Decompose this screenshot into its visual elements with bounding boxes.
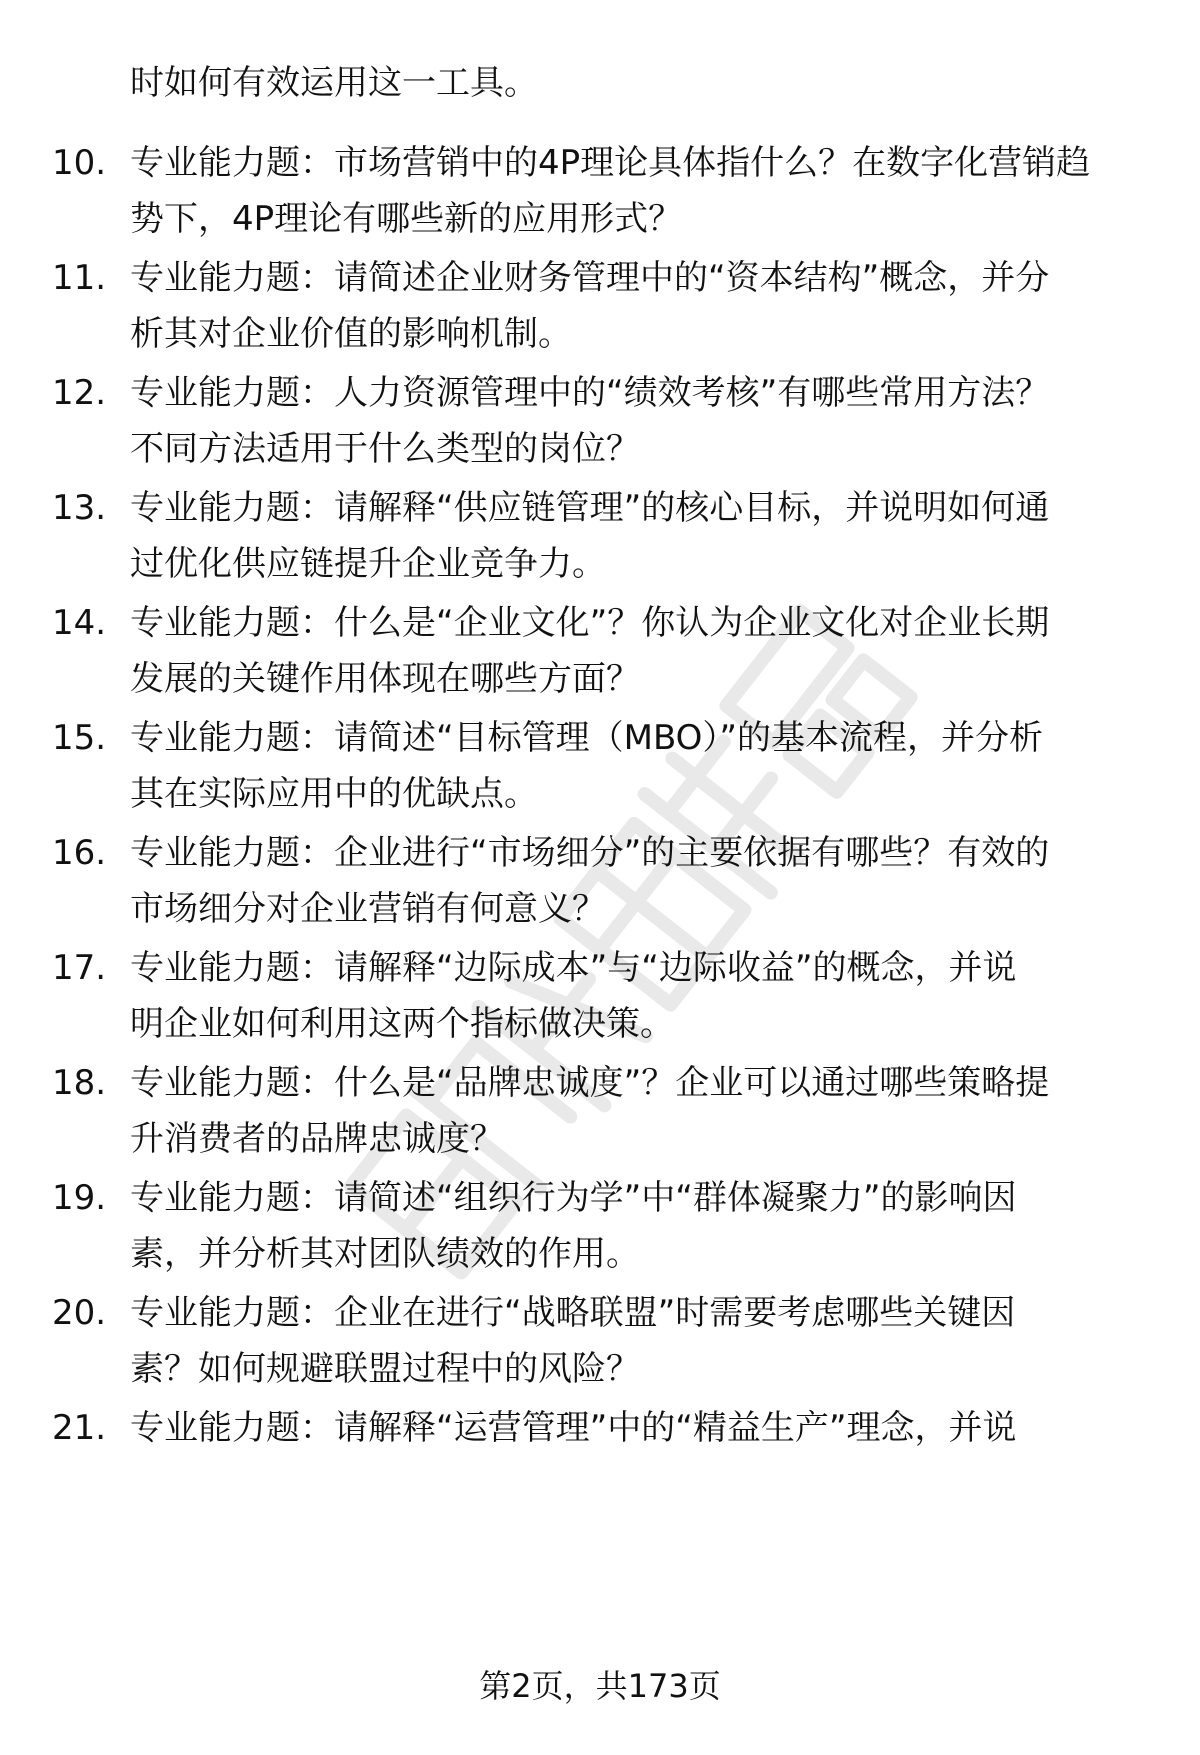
question-line: 市场细分对企业营销有何意义？: [130, 889, 606, 929]
question-line: 析其对企业价值的影响机制。: [130, 314, 572, 354]
question-line: 专业能力题：企业进行“市场细分”的主要依据有哪些？有效的: [130, 833, 1050, 873]
question-line: 专业能力题：请简述“目标管理（MBO）”的基本流程，并分析: [130, 718, 1044, 758]
question-text: [130, 825, 1170, 937]
question-line: 专业能力题：企业在进行“战略联盟”时需要考虑哪些关键因: [130, 1293, 1016, 1333]
question-text: [130, 1055, 1170, 1167]
question-number: 14.: [52, 603, 107, 643]
question-number: 20.: [52, 1293, 107, 1333]
question-text: [130, 480, 1170, 592]
question-number: 12.: [52, 373, 107, 413]
question-number: 15.: [52, 718, 107, 758]
question-number: 13.: [52, 488, 107, 528]
question-text: [130, 710, 1170, 822]
question-text: [130, 595, 1170, 707]
question-line: 升消费者的品牌忠诚度？: [130, 1119, 504, 1159]
question-line: 其在实际应用中的优缺点。: [130, 774, 538, 814]
page-footer: 第2页，共173页: [479, 1667, 721, 1705]
question-line: 专业能力题：请解释“供应链管理”的核心目标，并说明如何通: [130, 488, 1050, 528]
question-line: 专业能力题：什么是“品牌忠诚度”？企业可以通过哪些策略提: [130, 1063, 1050, 1103]
question-text: [130, 365, 1170, 477]
question-text: [130, 940, 1170, 1052]
question-text: [130, 135, 1170, 247]
question-number: 10.: [52, 143, 107, 183]
question-text: [130, 1170, 1170, 1282]
question-line: 素，并分析其对团队绩效的作用。: [130, 1234, 640, 1274]
question-number: 21.: [52, 1408, 107, 1448]
question-number: 19.: [52, 1178, 107, 1218]
question-line: 专业能力题：请简述企业财务管理中的“资本结构”概念，并分: [130, 258, 1050, 298]
question-line: 发展的关键作用体现在哪些方面？: [130, 659, 640, 699]
question-number: 16.: [52, 833, 107, 873]
question-line: 素？如何规避联盟过程中的风险？: [130, 1349, 640, 1389]
question-line: 专业能力题：请解释“运营管理”中的“精益生产”理念，并说: [130, 1408, 1017, 1448]
question-line: 过优化供应链提升企业竞争力。: [130, 544, 606, 584]
question-line: 专业能力题：请简述“组织行为学”中“群体凝聚力”的影响因: [130, 1178, 1017, 1218]
question-line: 专业能力题：人力资源管理中的“绩效考核”有哪些常用方法？: [130, 373, 1050, 413]
question-line: 专业能力题：什么是“企业文化”？你认为企业文化对企业长期: [130, 603, 1050, 643]
question-number: 18.: [52, 1063, 107, 1103]
question-number: 11.: [52, 258, 107, 298]
question-text: [130, 1285, 1170, 1397]
question-line: 不同方法适用于什么类型的岗位？: [130, 429, 640, 469]
question-line: 专业能力题：请解释“边际成本”与“边际收益”的概念，并说: [130, 948, 1017, 988]
question-text: [130, 250, 1170, 362]
question-line: 专业能力题：市场营销中的4P理论具体指什么？在数字化营销趋: [130, 143, 1091, 183]
question-line: 明企业如何利用这两个指标做决策。: [130, 1004, 674, 1044]
question-number: 17.: [52, 948, 107, 988]
question-line: 势下，4P理论有哪些新的应用形式？: [130, 199, 683, 239]
question-text: [130, 1400, 1170, 1456]
continuation-text: 时如何有效运用这一工具。: [130, 63, 538, 103]
